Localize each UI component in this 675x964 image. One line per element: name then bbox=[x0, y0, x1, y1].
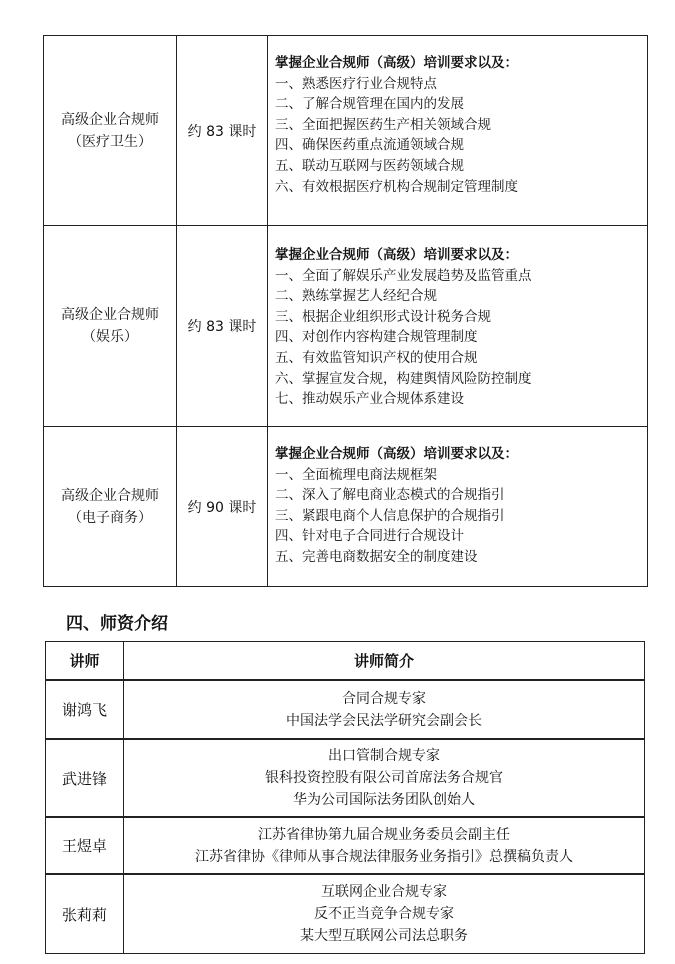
table-border bbox=[45, 953, 645, 954]
requirements-title: 掌握企业合规师（高级）培训要求以及： bbox=[275, 55, 518, 71]
teacher-bio bbox=[124, 818, 644, 873]
teacher-name: 张莉莉 bbox=[61, 905, 107, 924]
requirement-item: 三、全面把握医药生产相关领域合规 bbox=[275, 116, 491, 133]
course-name-line1: 高级企业合规师 bbox=[61, 487, 159, 504]
requirement-item: 四、确保医药重点流通领域合规 bbox=[275, 137, 464, 154]
course-name-line2: （医疗卫生） bbox=[68, 133, 152, 150]
teacher-name: 王煜卓 bbox=[61, 837, 107, 855]
header-teacher-bio: 讲师简介 bbox=[353, 652, 414, 670]
course-hours: 约 83 课时 bbox=[187, 319, 257, 335]
course-name-cell bbox=[44, 226, 176, 426]
course-name-cell bbox=[44, 36, 176, 225]
course-requirements bbox=[268, 53, 647, 197]
course-name-cell bbox=[44, 427, 176, 586]
requirement-item: 三、紧跟电商个人信息保护的合规指引 bbox=[275, 507, 505, 524]
teacher-name: 武进锋 bbox=[61, 769, 107, 788]
teacher-bio-line: 银科投资控股有限公司首席法务合规官 bbox=[265, 770, 503, 786]
teacher-bio-line: 出口管制合规专家 bbox=[328, 748, 440, 764]
teacher-name: 谢鸿飞 bbox=[61, 701, 107, 719]
requirement-item: 七、推动娱乐产业合规体系建设 bbox=[275, 391, 464, 408]
requirement-item: 五、有效监管知识产权的使用合规 bbox=[275, 349, 478, 366]
course-name-line2: （娱乐） bbox=[82, 329, 138, 345]
requirement-item: 一、全面了解娱乐产业发展趋势及监管重点 bbox=[275, 267, 532, 284]
table-border bbox=[647, 35, 648, 587]
requirement-item: 六、有效根据医疗机构合规制定管理制度 bbox=[275, 178, 518, 195]
course-hours: 约 90 课时 bbox=[187, 499, 257, 516]
course-name-line1: 高级企业合规师 bbox=[61, 307, 159, 323]
table-border bbox=[43, 586, 648, 587]
requirement-item: 五、完善电商数据安全的制度建设 bbox=[275, 548, 478, 565]
course-hours: 约 83 课时 bbox=[187, 123, 257, 140]
header-teacher: 讲师 bbox=[69, 652, 100, 670]
section-title: 四、师资介绍 bbox=[66, 614, 168, 634]
teacher-bio-line: 江苏省律协《律师从事合规法律服务业务指引》总撰稿负责人 bbox=[195, 848, 573, 865]
teacher-bio-line: 华为公司国际法务团队创始人 bbox=[293, 792, 475, 808]
requirement-item: 四、对创作内容构建合规管理制度 bbox=[275, 329, 478, 346]
teacher-bio-line: 互联网企业合规专家 bbox=[321, 884, 447, 900]
course-table bbox=[43, 35, 648, 587]
requirement-item: 六、掌握宣发合规，构建舆情风险防控制度 bbox=[275, 370, 532, 387]
course-hours-cell bbox=[177, 36, 267, 225]
requirement-item: 一、熟悉医疗行业合规特点 bbox=[275, 75, 437, 92]
teacher-bio-line: 反不正当竞争合规专家 bbox=[314, 906, 454, 922]
table-border bbox=[644, 641, 645, 954]
teacher-bio bbox=[124, 875, 644, 953]
teacher-bio-line: 某大型互联网公司法总职务 bbox=[300, 928, 468, 944]
requirement-item: 三、根据企业组织形式设计税务合规 bbox=[275, 308, 491, 325]
course-name-line1: 高级企业合规师 bbox=[61, 111, 159, 128]
requirement-item: 二、熟练掌握艺人经纪合规 bbox=[275, 288, 437, 305]
requirements-title: 掌握企业合规师（高级）培训要求以及： bbox=[275, 446, 518, 462]
teachers-table bbox=[45, 641, 645, 954]
course-hours-cell bbox=[177, 427, 267, 586]
course-requirements bbox=[268, 245, 647, 410]
teacher-bio bbox=[124, 740, 644, 816]
requirement-item: 二、深入了解电商业态模式的合规指引 bbox=[275, 487, 505, 504]
course-hours-cell bbox=[177, 226, 267, 426]
teacher-bio bbox=[124, 681, 644, 738]
requirement-item: 一、全面梳理电商法规框架 bbox=[275, 466, 437, 483]
requirement-item: 二、了解合规管理在国内的发展 bbox=[275, 96, 464, 113]
requirements-title: 掌握企业合规师（高级）培训要求以及： bbox=[275, 247, 518, 263]
teacher-bio-line: 江苏省律协第九届合规业务委员会副主任 bbox=[258, 826, 510, 843]
teacher-bio-line: 中国法学会民法学研究会副会长 bbox=[286, 712, 482, 729]
requirement-item: 五、联动互联网与医药领域合规 bbox=[275, 157, 464, 174]
course-name-line2: （电子商务） bbox=[68, 509, 152, 526]
course-requirements bbox=[268, 444, 647, 568]
requirement-item: 四、针对电子合同进行合规设计 bbox=[275, 528, 464, 545]
teacher-bio-line: 合同合规专家 bbox=[342, 690, 426, 707]
